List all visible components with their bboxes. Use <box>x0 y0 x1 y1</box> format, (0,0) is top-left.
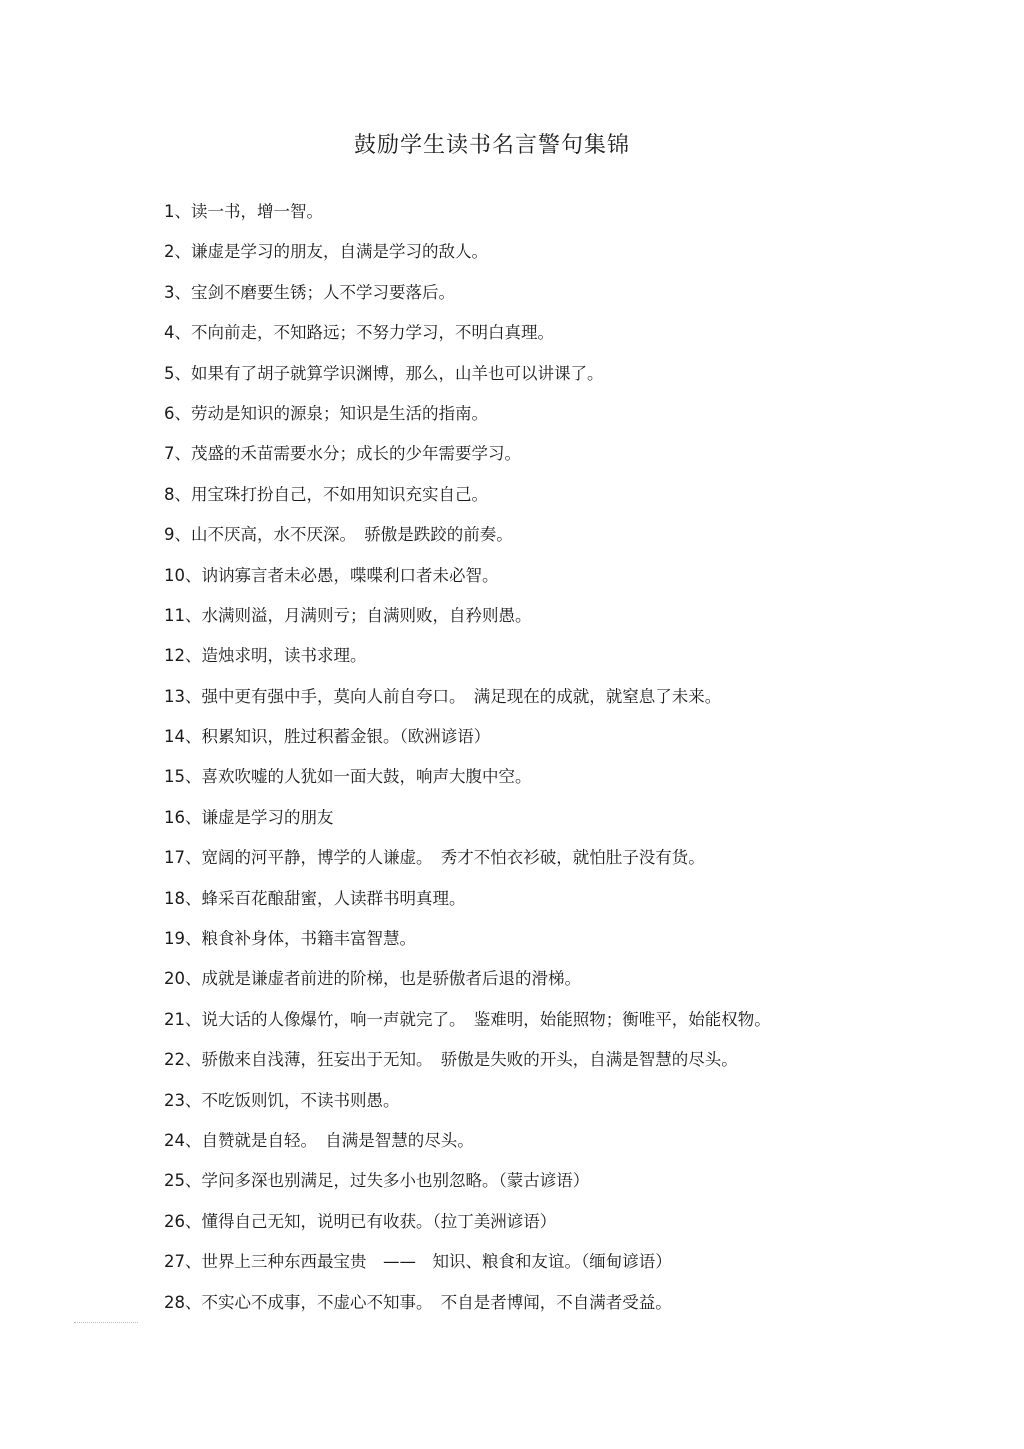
list-item: 2、谦虚是学习的朋友，自满是学习的敌人。 <box>164 242 488 262</box>
list-item: 7、茂盛的禾苗需要水分；成长的少年需要学习。 <box>164 444 521 464</box>
list-item: 21、说大话的人像爆竹，响一声就完了。 鉴难明，始能照物；衡唯平，始能权物。 <box>164 1009 771 1029</box>
list-item: 19、粮食补身体，书籍丰富智慧。 <box>164 929 416 949</box>
list-item: 3、宝剑不磨要生锈；人不学习要落后。 <box>164 282 455 302</box>
list-item: 10、讷讷寡言者未必愚，喋喋利口者未必智。 <box>164 565 499 585</box>
list-item: 4、不向前走，不知路远；不努力学习，不明白真理。 <box>164 323 554 343</box>
document-title: 鼓励学生读书名言警句集锦 <box>353 133 630 158</box>
list-item: 14、积累知识，胜过积蓄金银。（欧洲谚语） <box>164 727 491 747</box>
list-item: 6、劳动是知识的源泉；知识是生活的指南。 <box>164 403 488 423</box>
quote-list <box>164 198 771 1329</box>
list-item: 15、喜欢吹嘘的人犹如一面大鼓，响声大腹中空。 <box>164 767 532 787</box>
list-item: 11、水满则溢，月满则亏；自满则败，自矜则愚。 <box>164 605 532 625</box>
list-item: 9、山不厌高，水不厌深。 骄傲是跌跤的前奏。 <box>164 525 513 545</box>
list-item: 20、成就是谦虚者前进的阶梯，也是骄傲者后退的滑梯。 <box>164 969 581 989</box>
list-item: 17、宽阔的河平静，博学的人谦虚。 秀才不怕衣衫破，就怕肚子没有货。 <box>164 848 705 868</box>
list-item: 8、用宝珠打扮自己，不如用知识充实自己。 <box>164 484 488 504</box>
list-item: 18、蜂采百花酿甜蜜，人读群书明真理。 <box>164 888 466 908</box>
list-item: 22、骄傲来自浅薄，狂妄出于无知。 骄傲是失败的开头，自满是智慧的尽头。 <box>164 1050 738 1070</box>
list-item: 27、世界上三种东西最宝贵 —— 知识、粮食和友谊。（缅甸谚语） <box>164 1252 672 1272</box>
list-item: 13、强中更有强中手，莫向人前自夸口。 满足现在的成就，就窒息了未来。 <box>164 686 722 706</box>
list-item: 5、如果有了胡子就算学识渊博，那么，山羊也可以讲课了。 <box>164 363 604 383</box>
list-item: 1、读一书，增一智。 <box>164 202 323 221</box>
list-item: 28、不实心不成事，不虚心不知事。 不自是者博闻，不自满者受益。 <box>164 1292 672 1312</box>
list-item: 23、不吃饭则饥，不读书则愚。 <box>164 1090 400 1110</box>
list-item: 26、懂得自己无知，说明已有收获。（拉丁美洲谚语） <box>164 1211 557 1231</box>
list-item: 25、学问多深也别满足，过失多小也别忽略。（蒙古谚语） <box>164 1171 590 1191</box>
footer-divider <box>74 1322 138 1323</box>
list-item: 24、自赞就是自轻。 自满是智慧的尽头。 <box>164 1130 474 1150</box>
list-item: 12、造烛求明，读书求理。 <box>164 646 367 666</box>
list-item: 16、谦虚是学习的朋友 <box>164 807 334 827</box>
